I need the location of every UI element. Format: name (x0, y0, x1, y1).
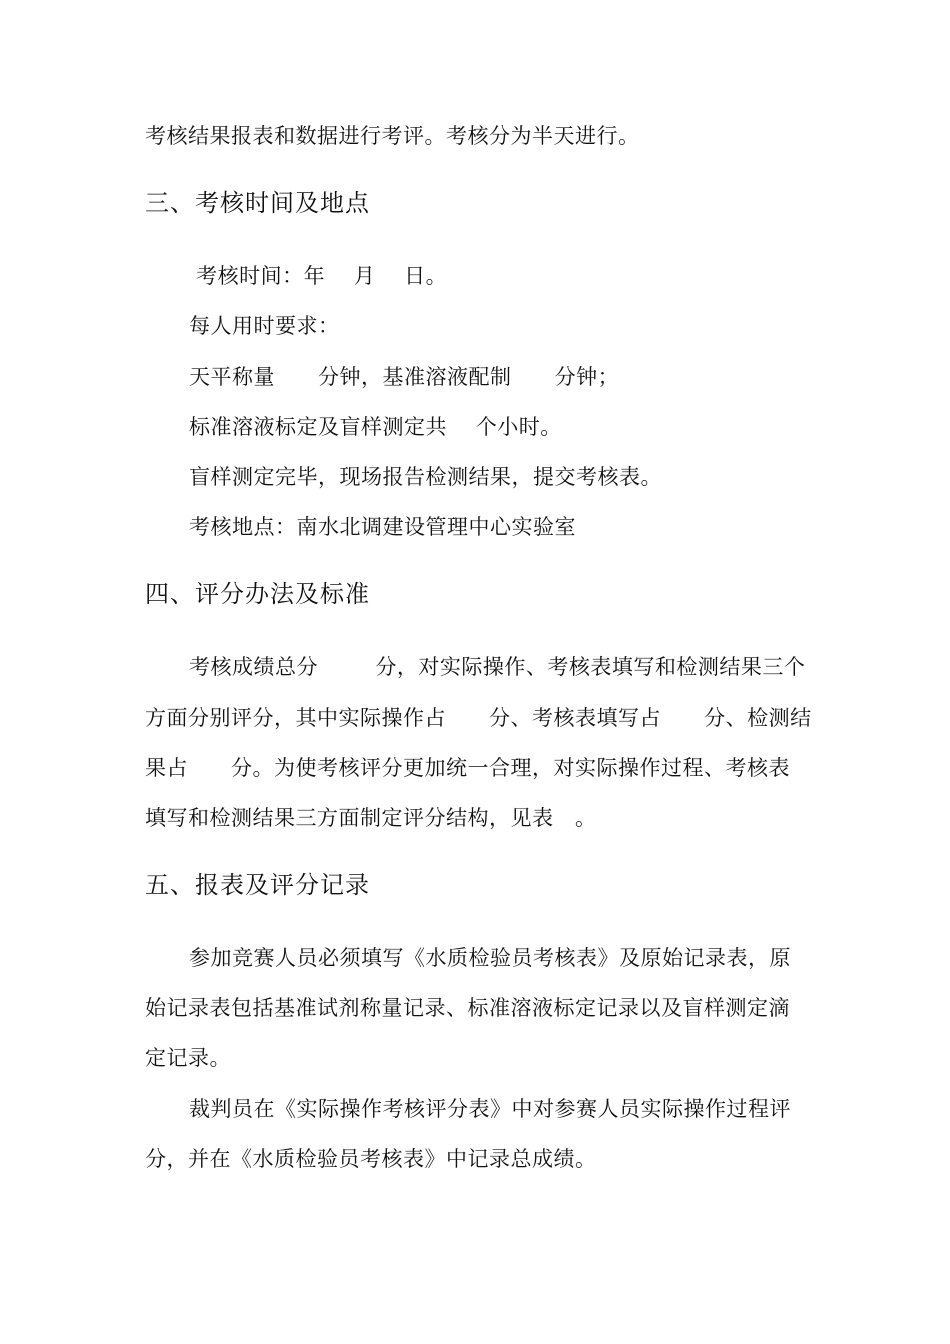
section4-line-1: 考核成绩总分 分，对实际操作、考核表填写和检测结果三个 (189, 655, 806, 679)
section3-line-calibration: 标准溶液标定及盲样测定共 个小时。 (189, 415, 562, 439)
section3-line-weighing: 天平称量 分钟，基准溶液配制 分钟； (189, 365, 620, 389)
section4-heading: 四、评分办法及标准 (145, 580, 370, 608)
section4-line-3: 果占 分。为使考核评分更加统一合理，对实际操作过程、考核表 (145, 756, 791, 780)
section5-line-2: 始记录表包括基准试剂称量记录、标准溶液标定记录以及盲样测定滴 (145, 996, 790, 1020)
section3-line-report: 盲样测定完毕，现场报告检测结果，提交考核表。 (189, 465, 662, 489)
section5-line-3: 定记录。 (145, 1046, 231, 1070)
section5-line-5: 分，并在《水质检验员考核表》中记录总成绩。 (145, 1147, 597, 1171)
section3-heading: 三、考核时间及地点 (145, 189, 370, 217)
section5-line-1: 参加竞赛人员必须填写《水质检验员考核表》及原始记录表，原 (189, 946, 791, 970)
section3-line-time: 考核时间：年 月 日。 (189, 264, 448, 288)
section5-line-4: 裁判员在《实际操作考核评分表》中对参赛人员实际操作过程评 (189, 1097, 791, 1121)
section4-line-2: 方面分别评分，其中实际操作占 分、考核表填写占 分、检测结 (145, 706, 812, 730)
section3-line-time-requirement: 每人用时要求： (189, 314, 340, 338)
section4-line-4: 填写和检测结果三方面制定评分结构，见表 。 (145, 806, 597, 830)
section3-line-location: 考核地点：南水北调建设管理中心实验室 (189, 515, 576, 539)
paragraph-intro-end: 考核结果报表和数据进行考评。考核分为半天进行。 (145, 124, 640, 148)
section5-heading: 五、报表及评分记录 (145, 871, 370, 899)
